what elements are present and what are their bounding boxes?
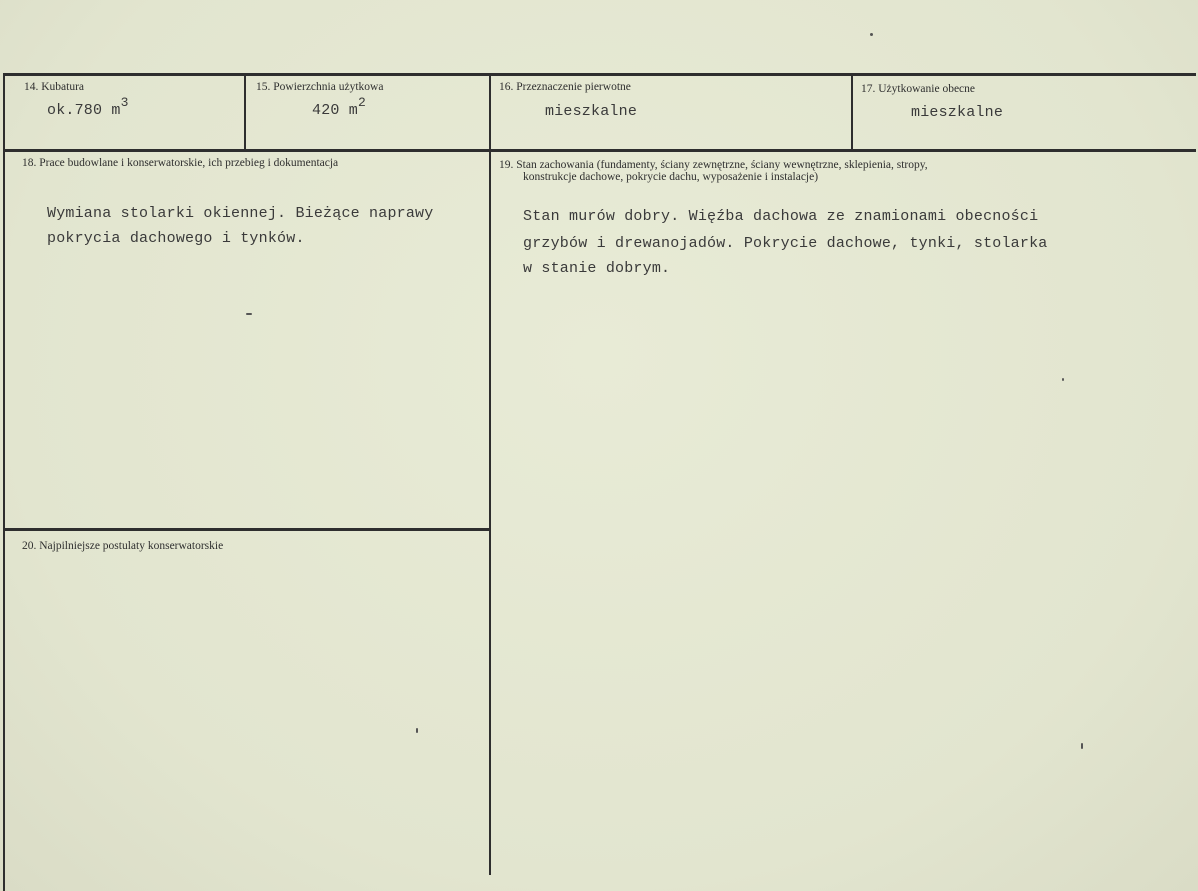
scan-speck (1081, 743, 1083, 749)
field-19-line-1: Stan murów dobry. Więźba dachowa ze znamionami obecności (523, 208, 1039, 225)
scan-speck (416, 728, 418, 733)
field-18-line-1: Wymiana stolarki okiennej. Bieżące naprawy (47, 205, 434, 222)
top-rule (4, 73, 1196, 76)
field-15-value-text: 420 m (312, 102, 359, 119)
row1-bottom-rule (4, 149, 1196, 152)
field-20-label: 20. Najpilniejsze postulaty konserwatorskie (22, 540, 224, 552)
top-blank-area (0, 0, 1198, 74)
section-divider-rule (4, 528, 490, 531)
field-16-label: 16. Przeznaczenie pierwotne (499, 81, 631, 93)
field-19-label-line-2: konstrukcje dachowe, pokrycie dachu, wyposażenie i instalacje) (523, 171, 819, 183)
left-edge-rule (3, 73, 5, 891)
field-16-value: mieszkalne (545, 103, 638, 120)
field-19-line-2: grzybów i drewanojadów. Pokrycie dachowe, tynki, stolarka (523, 235, 1048, 252)
scan-speck (870, 33, 873, 36)
scan-speck (1062, 378, 1064, 381)
field-17-label: 17. Użytkowanie obecne (861, 83, 976, 95)
field-14-value (47, 95, 129, 123)
field-15-label: 15. Powierzchnia użytkowa (256, 81, 384, 93)
field-14-value-exponent: 3 (120, 95, 129, 110)
field-18-label: 18. Prace budowlane i konserwatorskie, ich przebieg i dokumentacja (22, 157, 339, 169)
field-19-line-3: w stanie dobrym. (523, 260, 671, 277)
field-14-label: 14. Kubatura (24, 81, 85, 93)
field-14-value-text: ok.780 m (47, 102, 121, 119)
col-divider-main (489, 73, 491, 875)
col-divider-14-15 (244, 73, 246, 151)
field-17-value: mieszkalne (911, 104, 1004, 121)
field-19-label-line-1: 19. Stan zachowania (fundamenty, ściany zewnętrzne, ściany wewnętrzne, sklepienia, stropy, (499, 159, 928, 171)
field-18-line-2: pokrycia dachowego i tynków. (47, 230, 305, 247)
field-15-value (312, 95, 367, 123)
scan-speck (246, 313, 252, 315)
field-15-value-exponent: 2 (358, 95, 367, 110)
col-divider-16-17 (851, 73, 853, 151)
